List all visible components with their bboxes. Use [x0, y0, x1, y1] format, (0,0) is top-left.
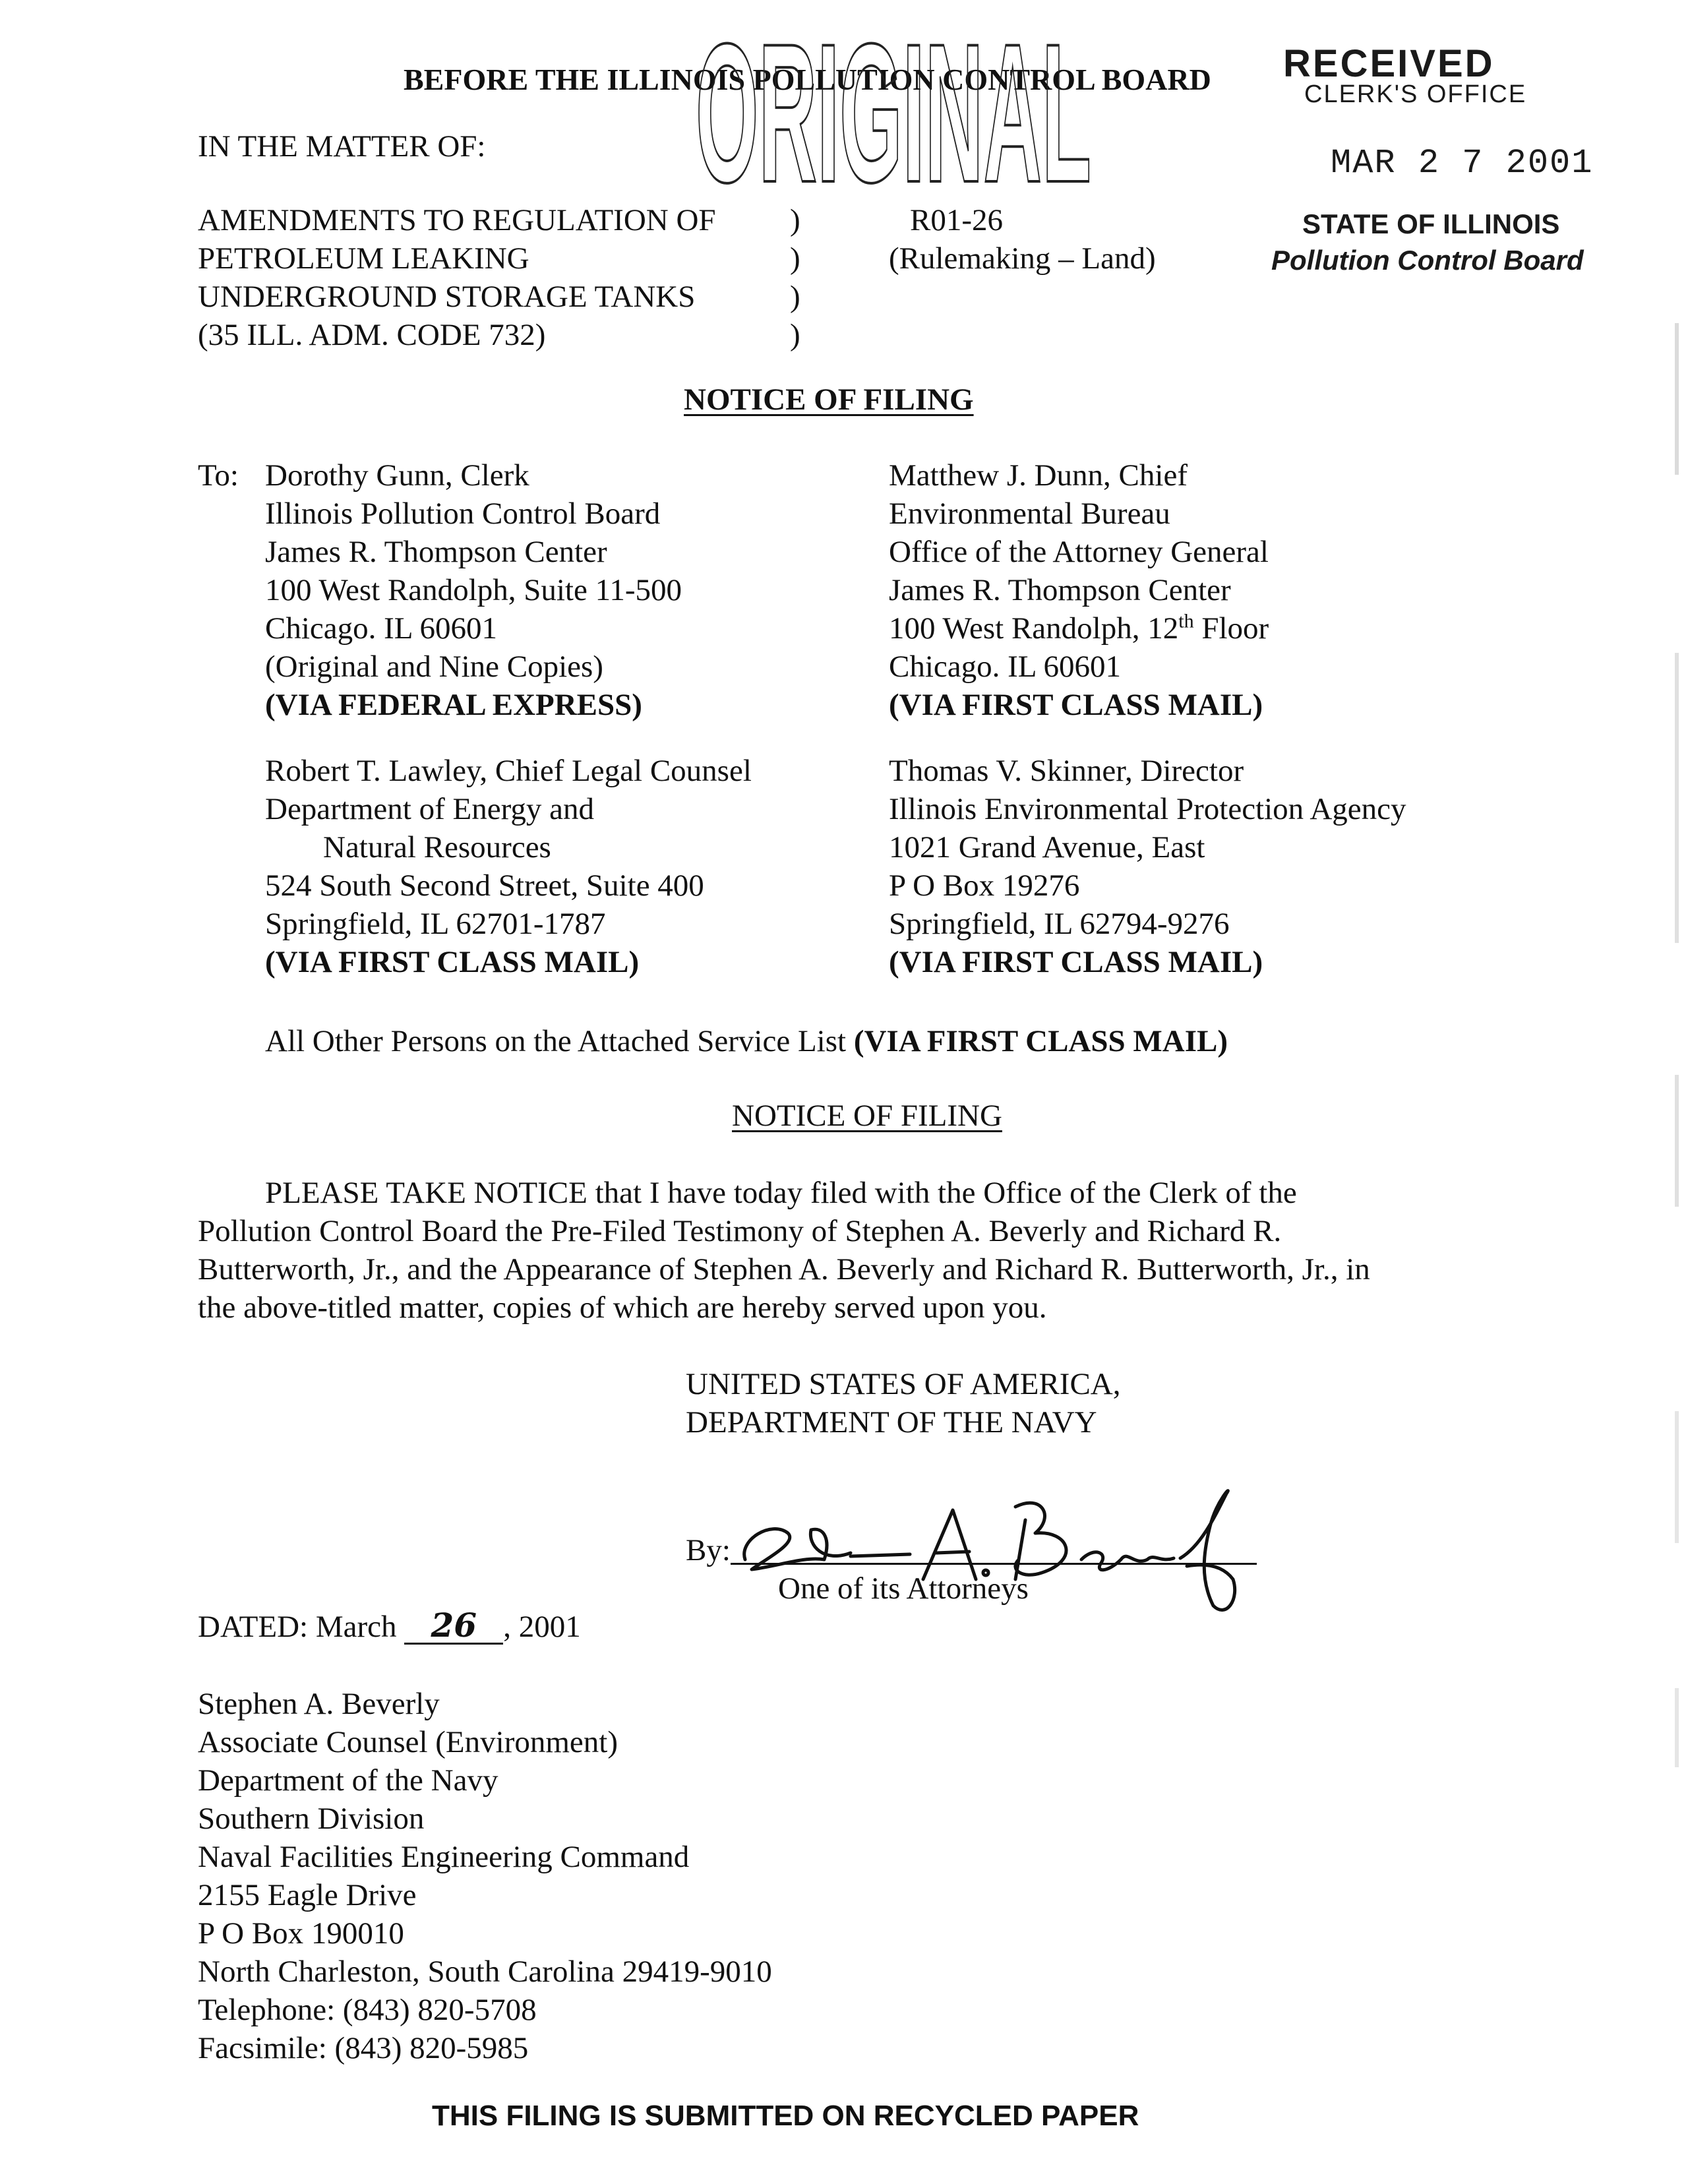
recipient-line: Thomas V. Skinner, Director [889, 754, 1244, 788]
recipient-line: 524 South Second Street, Suite 400 [265, 868, 704, 903]
dated-prefix: DATED: March [198, 1610, 405, 1644]
bracket: ) [790, 318, 800, 352]
recipient-line: Springfield, IL 62701-1787 [265, 907, 606, 941]
recipient-line: Springfield, IL 62794-9276 [889, 907, 1230, 941]
signer-line: Facsimile: (843) 820-5985 [198, 2031, 529, 2065]
recipient-line: Illinois Environmental Protection Agency [889, 792, 1406, 826]
dated-line [198, 1608, 581, 1646]
original-stamp [686, 26, 1101, 204]
court-heading: BEFORE THE ILLINOIS POLLUTION CONTROL BOARD [404, 63, 1211, 96]
delivery-method: (VIA FIRST CLASS MAIL) [889, 688, 1263, 722]
signer-line: Stephen A. Beverly [198, 1687, 440, 1721]
signer-line: Associate Counsel (Environment) [198, 1725, 618, 1759]
dated-suffix: , 2001 [503, 1610, 581, 1644]
caption-title [198, 201, 716, 354]
caption-line: (35 ILL. ADM. CODE 732) [198, 318, 546, 352]
delivery-method: (VIA FIRST CLASS MAIL) [853, 1024, 1228, 1058]
floor-superscript: th [1178, 610, 1194, 632]
recipient-line-floor [889, 609, 1269, 648]
recipient-line: (Original and Nine Copies) [265, 650, 603, 684]
recipient-line: Chicago. IL 60601 [889, 650, 1121, 684]
caption-line: PETROLEUM LEAKING [198, 241, 529, 276]
recipient-line: Robert T. Lawley, Chief Legal Counsel [265, 754, 752, 788]
notice-body [198, 1174, 1370, 1327]
notice-heading: NOTICE OF FILING [684, 382, 974, 417]
body-line: PLEASE TAKE NOTICE that I have today filed with the Office of the Clerk of the [265, 1176, 1297, 1210]
signer-block [198, 1685, 772, 2067]
party-line: DEPARTMENT OF THE NAVY [686, 1405, 1097, 1440]
original-stamp-text: ORIGINAL [696, 26, 1091, 204]
signer-line: 2155 Eagle Drive [198, 1878, 417, 1912]
received-stamp-office: CLERK'S OFFICE [1304, 80, 1527, 108]
received-stamp-title: RECEIVED [1283, 42, 1495, 85]
received-stamp-state: STATE OF ILLINOIS [1302, 208, 1560, 239]
signer-line: North Charleston, South Carolina 29419-9010 [198, 1955, 772, 1989]
recipient-line: Environmental Bureau [889, 497, 1170, 531]
received-stamp-date: MAR 2 7 2001 [1331, 144, 1594, 183]
recipient-energy-dept [265, 752, 752, 981]
attorneys-caption: One of its Attorneys [778, 1571, 1029, 1606]
caption-brackets [790, 201, 800, 354]
delivery-method: (VIA FIRST CLASS MAIL) [265, 945, 640, 979]
recipient-line: Chicago. IL 60601 [265, 611, 497, 646]
scan-artifact [1675, 1411, 1679, 1543]
recipient-line: James R. Thompson Center [265, 535, 607, 569]
recipient-line: Dorothy Gunn, Clerk [265, 458, 529, 493]
signer-line: Naval Facilities Engineering Command [198, 1840, 690, 1874]
in-the-matter: IN THE MATTER OF: [198, 129, 486, 164]
by-label: By: [686, 1533, 731, 1567]
signer-line: Southern Division [198, 1802, 425, 1836]
dated-day: 26 [404, 1608, 503, 1645]
recipient-line: James R. Thompson Center [889, 573, 1231, 607]
notice-subheading: NOTICE OF FILING [732, 1099, 1002, 1133]
caption-line: AMENDMENTS TO REGULATION OF [198, 203, 716, 237]
recycled-paper-footer: THIS FILING IS SUBMITTED ON RECYCLED PAPER [432, 2100, 1139, 2132]
docket-number: R01-26 [910, 203, 1003, 237]
received-stamp-board: Pollution Control Board [1271, 245, 1584, 276]
signer-line: P O Box 190010 [198, 1916, 404, 1951]
recipient-line: 1021 Grand Avenue, East [889, 830, 1205, 864]
body-line: Butterworth, Jr., and the Appearance of Stephen A. Beverly and Richard R. Butterworth, Jr., in [198, 1252, 1370, 1287]
scan-artifact [1675, 323, 1679, 475]
delivery-method: (VIA FIRST CLASS MAIL) [889, 945, 1263, 979]
delivery-method: (VIA FEDERAL EXPRESS) [265, 688, 642, 722]
recipient-attorney-general [889, 456, 1269, 724]
signer-line: Telephone: (843) 820-5708 [198, 1993, 537, 2027]
other-persons-text: All Other Persons on the Attached Service List [265, 1024, 854, 1058]
recipient-line: Illinois Pollution Control Board [265, 497, 661, 531]
recipient-line: Matthew J. Dunn, Chief [889, 458, 1188, 493]
recipient-line: 100 West Randolph, Suite 11-500 [265, 573, 682, 607]
other-persons [265, 1022, 1228, 1060]
party-block [686, 1365, 1121, 1441]
recipient-epa [889, 752, 1406, 981]
floor-suffix: Floor [1193, 611, 1269, 646]
recipient-line: Natural Resources [323, 830, 551, 864]
floor-prefix: 100 West Randolph, 12 [889, 611, 1179, 646]
bracket: ) [790, 241, 800, 276]
signer-line: Department of the Navy [198, 1763, 498, 1798]
scan-artifact [1675, 1688, 1679, 1767]
caption-line: UNDERGROUND STORAGE TANKS [198, 280, 696, 314]
bracket: ) [790, 280, 800, 314]
party-line: UNITED STATES OF AMERICA, [686, 1367, 1121, 1401]
recipient-line: Department of Energy and [265, 792, 594, 826]
scan-artifact [1675, 1075, 1679, 1207]
bracket: ) [790, 203, 800, 237]
scan-artifact [1675, 653, 1679, 943]
rulemaking-type: (Rulemaking – Land) [889, 241, 1156, 276]
to-label: To: [198, 458, 239, 493]
body-line: the above-titled matter, copies of which are hereby served upon you. [198, 1290, 1047, 1325]
recipient-line: Office of the Attorney General [889, 535, 1269, 569]
body-line: Pollution Control Board the Pre-Filed Testimony of Stephen A. Beverly and Richard R. [198, 1214, 1282, 1248]
recipient-clerk [265, 456, 682, 724]
recipient-line: P O Box 19276 [889, 868, 1080, 903]
